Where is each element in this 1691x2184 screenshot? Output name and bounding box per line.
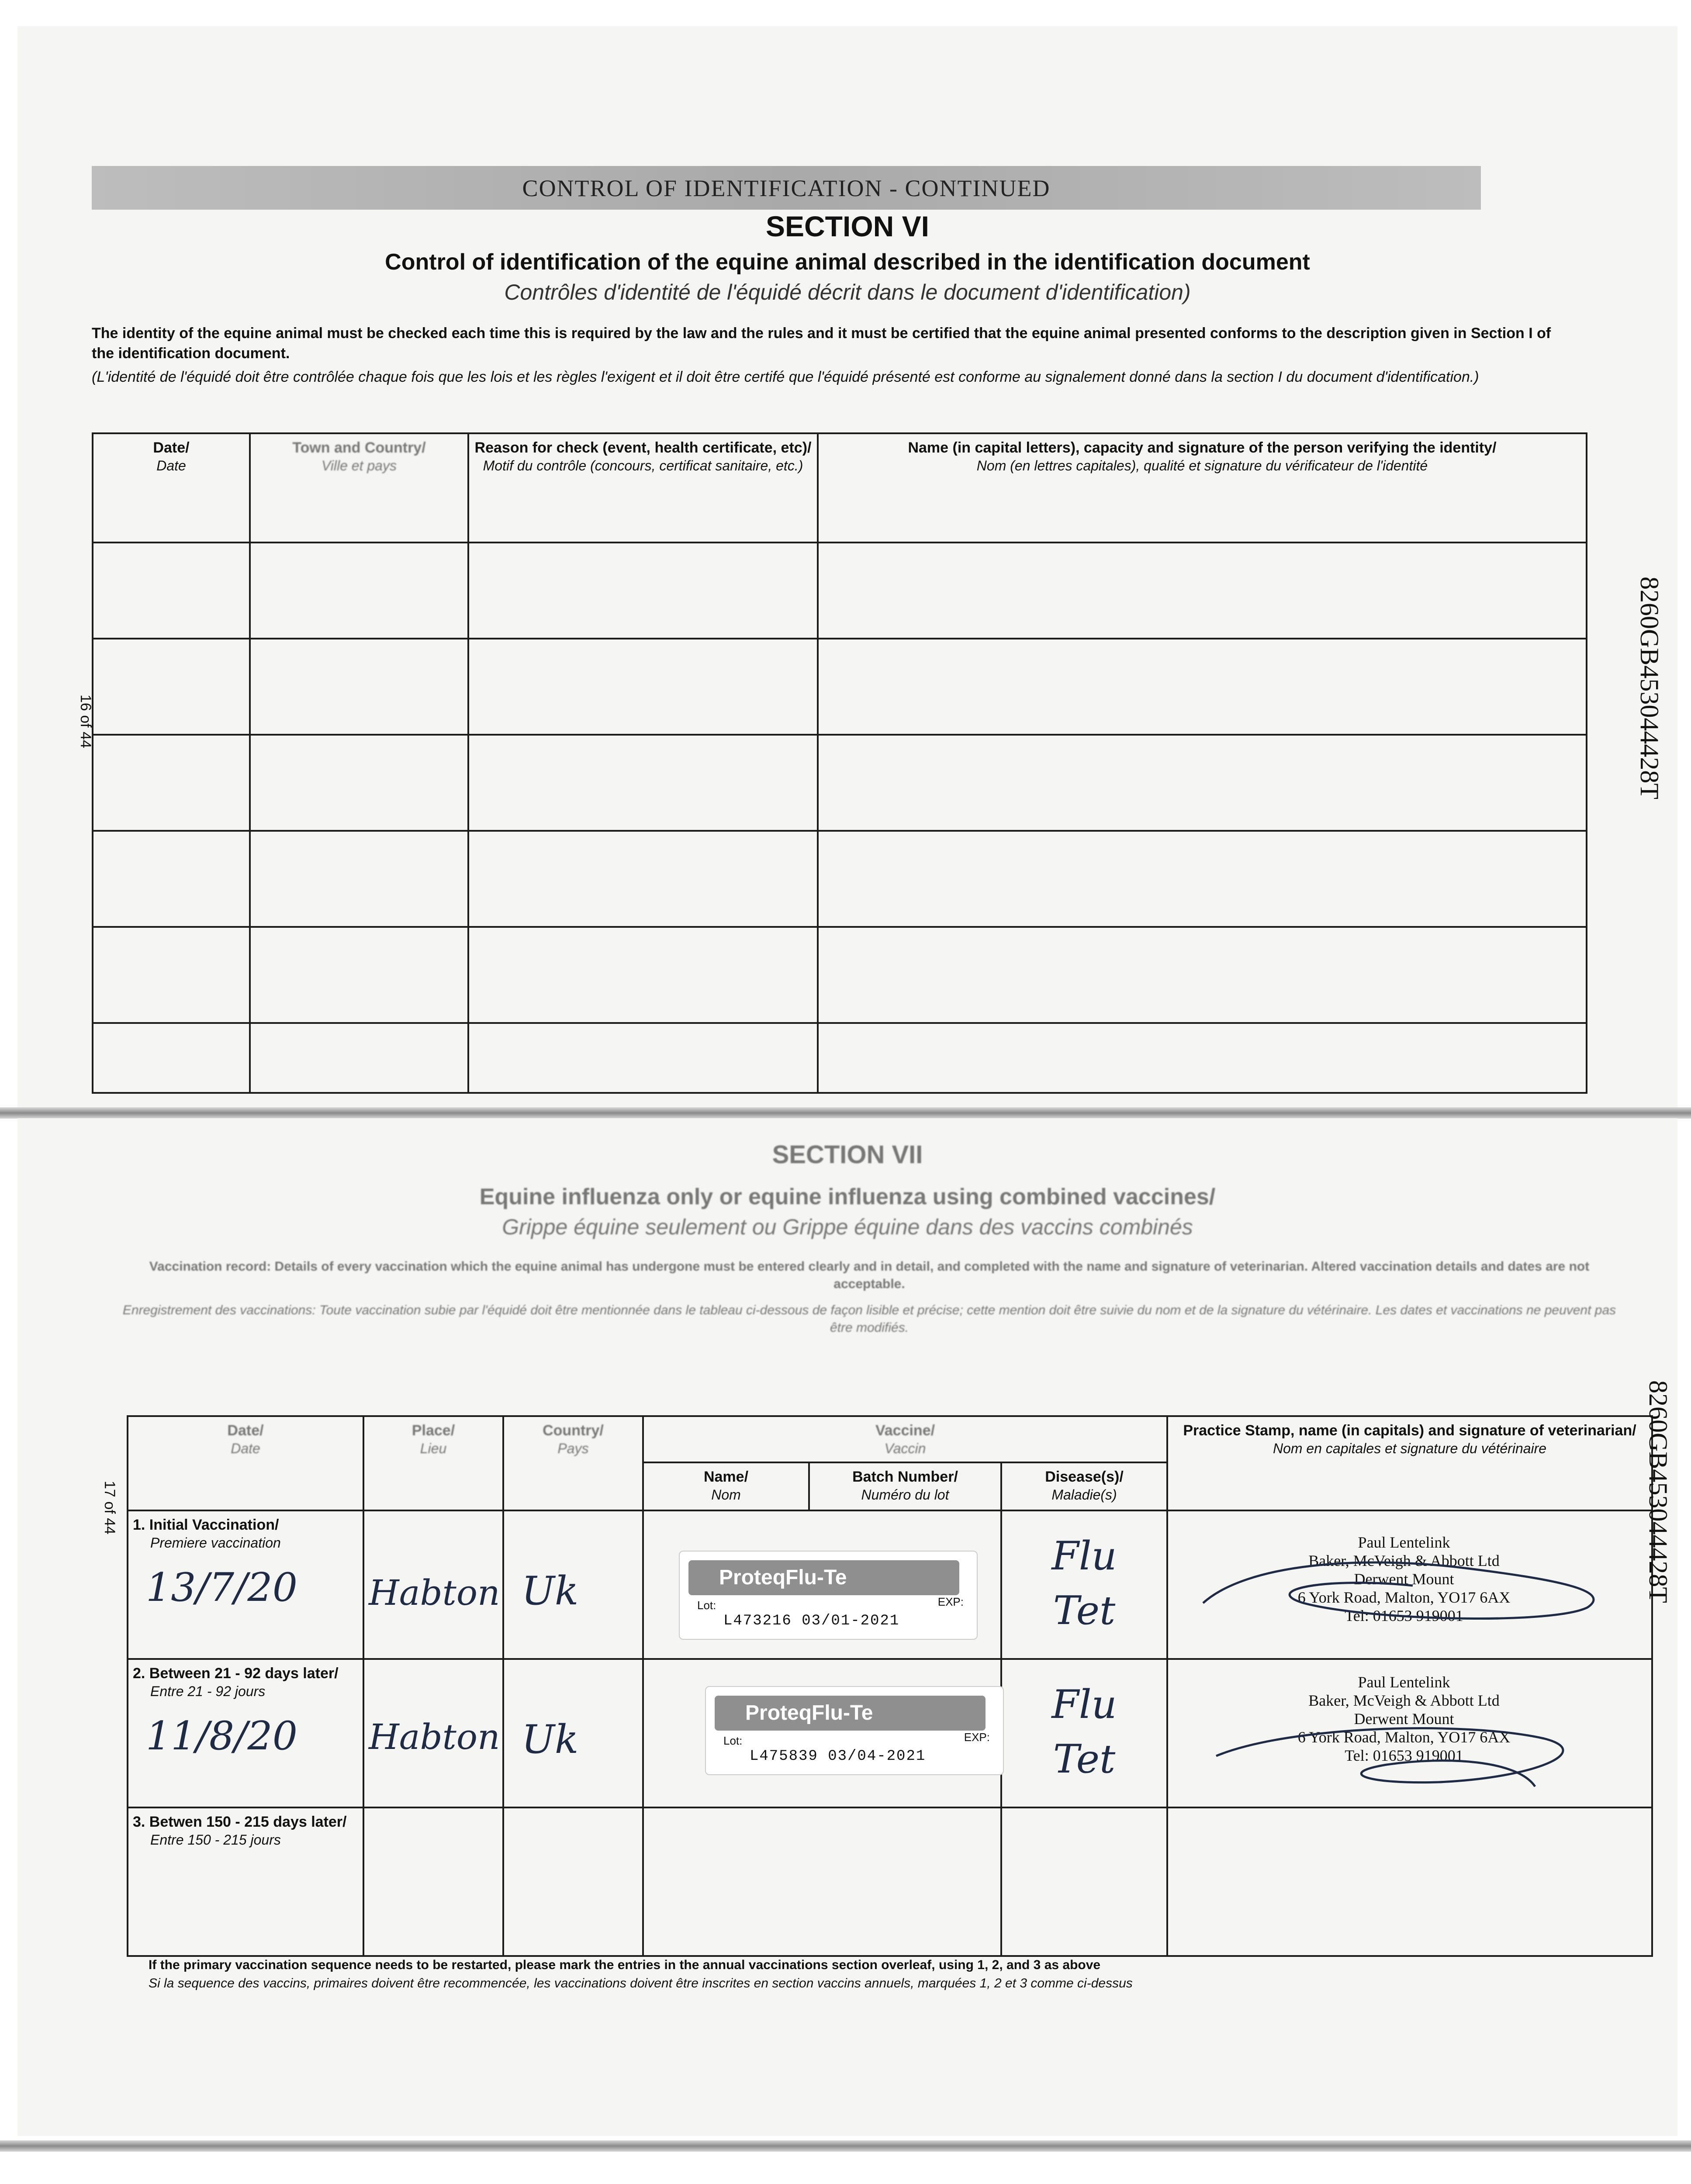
header-vaccine: Vaccine/ Vaccin xyxy=(643,1416,1167,1462)
header-date: Date/ Date xyxy=(128,1416,363,1510)
table-row xyxy=(128,1510,1652,1659)
country-cell: Uk xyxy=(503,1659,643,1807)
page-bottom-edge xyxy=(0,2140,1691,2152)
intro-text-fr: (L'identité de l'équidé doit être contrôlée chaque fois que les lois et les règles l'exigent et il doit être certifé que l'équidé présenté est conforme au signalement donné dans la section I du document d'identification.) xyxy=(92,369,1479,385)
vaccine-sticker: ProteqFlu-Te Lot: EXP: L473216 03/01-2021 xyxy=(679,1551,978,1640)
row-label-cell: 2. Between 21 - 92 days later/ Entre 21 - 92 jours 11/8/20 xyxy=(128,1659,363,1807)
vaccine-sticker: ProteqFlu-Te Lot: EXP: L475839 03/04-2021 xyxy=(705,1686,1004,1775)
section-title: SECTION VII xyxy=(772,1140,923,1169)
section-subtitle: Control of identification of the equine animal described in the identification document xyxy=(385,249,1310,275)
vaccination-date: 11/8/20 xyxy=(146,1713,297,1759)
header-verifier: Name (in capital letters), capacity and signature of the person verifying the identity/ Nom (en lettres capitales), qualité et signature du vérificateur de l'identité xyxy=(818,433,1587,543)
header-reason: Reason for check (event, health certificate, etc)/ Motif du contrôle (concours, certificat sanitaire, etc.) xyxy=(468,433,818,543)
header-batch-number: Batch Number/ Numéro du lot xyxy=(809,1462,1001,1510)
place-cell: Habton xyxy=(363,1659,503,1807)
header-vaccine-name: Name/ Nom xyxy=(643,1462,809,1510)
banner-title: CONTROL OF IDENTIFICATION - CONTINUED xyxy=(522,175,1051,201)
document-id: 8260GB453044428T xyxy=(1644,1380,1673,1603)
vaccine-sticker-cell xyxy=(643,1510,1001,1659)
practice-stamp: Paul Lentelink Baker, McVeigh & Abbott Ltd Derwent Mount 6 York Road, Malton, YO17 6AX Tel: 01653 919001 xyxy=(1297,1534,1511,1624)
page-number: 16 of 44 xyxy=(77,695,94,748)
table-row xyxy=(93,735,1587,831)
section-subtitle-fr: Grippe équine seulement ou Grippe équine dans des vaccins combinés xyxy=(502,1215,1193,1239)
row-label-cell: 3. Betwen 150 - 215 days later/ Entre 150 - 215 jours xyxy=(128,1807,363,1956)
practice-stamp-cell xyxy=(1167,1659,1652,1807)
table-row xyxy=(128,1807,1652,1956)
intro-text: The identity of the equine animal must be checked each time this is required by the law and the rules and it must be certified that the equine animal presented conforms to the description given in Section I of the identification document. xyxy=(92,325,1551,362)
header-country: Country/ Pays xyxy=(503,1416,643,1510)
batch-number: L473216 03/01-2021 xyxy=(723,1613,900,1629)
identity-check-table xyxy=(92,432,1587,1094)
disease-cell: Flu Tet xyxy=(1001,1510,1167,1659)
header-town-country: Town and Country/ Ville et pays xyxy=(250,433,468,543)
header-date: Date/ Date xyxy=(93,433,250,543)
section-subtitle: Equine influenza only or equine influenza using combined vaccines/ xyxy=(479,1184,1216,1209)
place-cell: Habton xyxy=(363,1510,503,1659)
table-row xyxy=(93,831,1587,927)
vaccine-sticker-cell xyxy=(643,1659,1001,1807)
section-title: SECTION VI xyxy=(765,210,930,242)
header-practice-stamp: Practice Stamp, name (in capitals) and signature of veterinarian/ Nom en capitales et signature du vétérinaire xyxy=(1167,1416,1652,1510)
batch-number: L475839 03/04-2021 xyxy=(750,1748,926,1765)
page-number: 17 of 44 xyxy=(101,1481,118,1534)
section-banner xyxy=(92,166,1481,210)
country-cell: Uk xyxy=(503,1510,643,1659)
table-header-row xyxy=(128,1416,1652,1462)
table-row xyxy=(93,639,1587,735)
document-id: 8260GB453044428T xyxy=(1635,577,1664,799)
practice-stamp-cell xyxy=(1167,1510,1652,1659)
header-disease: Disease(s)/ Maladie(s) xyxy=(1001,1462,1167,1510)
table-row xyxy=(93,1023,1587,1093)
vaccination-table xyxy=(127,1415,1653,1957)
intro-text: Vaccination record: Details of every vaccination which the equine animal has undergone must be entered clearly and in detail, and completed with the name and signature of veterinarian. Altered vaccination details and dates are not acceptable. xyxy=(149,1259,1590,1291)
table-row xyxy=(93,927,1587,1023)
practice-stamp: Paul Lentelink Baker, McVeigh & Abbott Ltd Derwent Mount 6 York Road, Malton, YO17 6AX Tel: 01653 919001 xyxy=(1297,1673,1511,1764)
row-label-cell: 1. Initial Vaccination/ Premiere vaccination 13/7/20 xyxy=(128,1510,363,1659)
footnote-fr: Si la sequence des vaccins, primaires doivent être recommencée, les vaccinations doivent être inscrites en section vaccins annuels, marquées 1, 2 et 3 comme ci-dessus xyxy=(149,1976,1133,1990)
upper-page xyxy=(17,26,1677,1109)
intro-text-fr: Enregistrement des vaccinations: Toute vaccination subie par l'équidé doit être mentionnée dans le tableau ci-dessous de façon lisible et précise; cette mention doit être suivie du nom et de la signature du vétérinaire. Les dates et vaccinations ne peuvent pas être modifiés. xyxy=(122,1303,1616,1335)
footnote: If the primary vaccination sequence needs to be restarted, please mark the entries in the annual vaccinations section overleaf, using 1, 2, and 3 as above xyxy=(149,1958,1101,1972)
signature-icon xyxy=(1194,1538,1631,1634)
table-row xyxy=(93,543,1587,639)
signature-icon xyxy=(1203,1712,1640,1808)
disease-cell: Flu Tet xyxy=(1001,1659,1167,1807)
header-place: Place/ Lieu xyxy=(363,1416,503,1510)
page-fold xyxy=(0,1107,1691,1119)
vaccination-date: 13/7/20 xyxy=(146,1565,297,1610)
table-row xyxy=(128,1659,1652,1807)
section-subtitle-fr: Contrôles d'identité de l'équidé décrit dans le document d'identification) xyxy=(504,280,1191,304)
table-header-row xyxy=(93,433,1587,543)
lower-page xyxy=(17,1118,1677,2136)
